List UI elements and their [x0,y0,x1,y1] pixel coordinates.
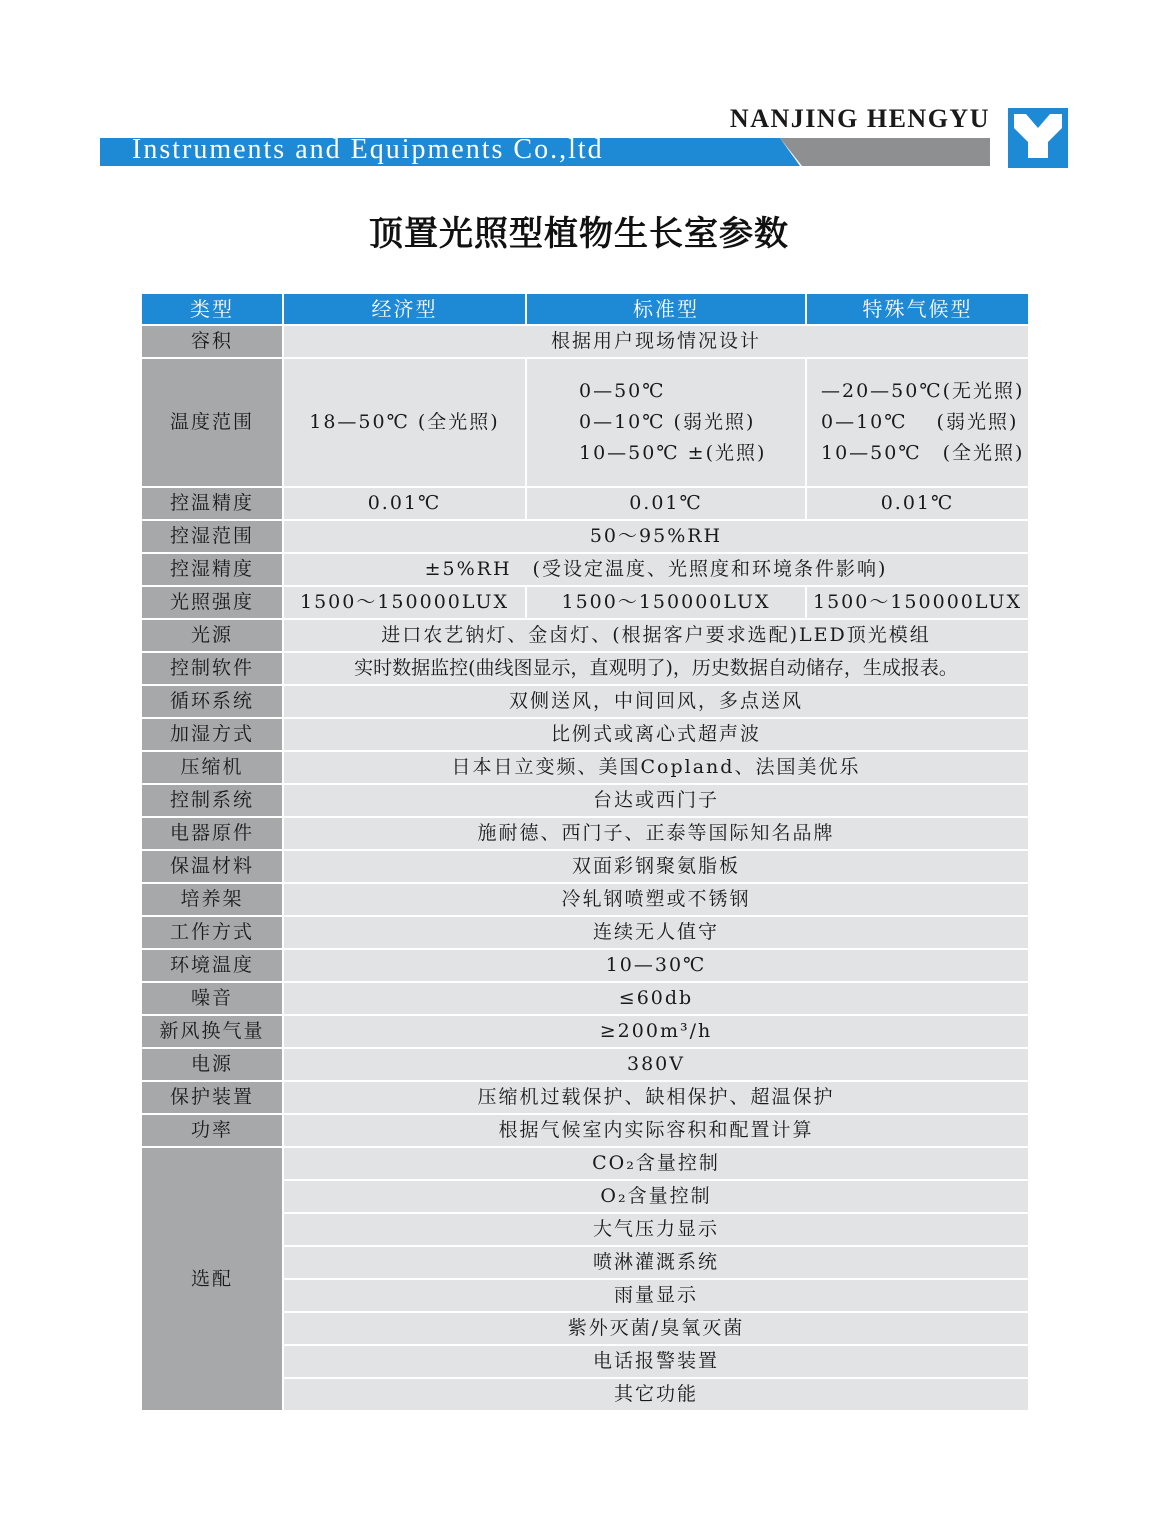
row-value: 双侧送风，中间回风，多点送风 [283,685,1029,718]
header-standard: 标准型 [526,293,806,325]
row-value: 压缩机过载保护、缺相保护、超温保护 [283,1081,1029,1114]
table-row [141,619,1029,652]
row-label: 循环系统 [141,685,283,718]
table-row [141,586,1029,619]
row-value: 台达或西门子 [283,784,1029,817]
row-value: ≤60db [283,982,1029,1015]
row-label: 工作方式 [141,916,283,949]
spec-table [140,292,1030,1412]
table-row [141,718,1029,751]
table-row [141,751,1029,784]
row-value: 施耐德、西门子、正泰等国际知名品牌 [283,817,1029,850]
table-row [141,358,1029,487]
option-item: 紫外灭菌/臭氧灭菌 [283,1312,1029,1345]
table-row [141,685,1029,718]
row-label: 光照强度 [141,586,283,619]
row-value-standard: 1500～150000LUX [526,586,806,619]
option-item: O₂含量控制 [283,1180,1029,1213]
table-row [141,982,1029,1015]
temp-special-line: 10—50℃ (全光照) [821,441,1025,464]
row-label: 温度范围 [141,358,283,487]
temp-special [806,358,1029,487]
option-item: 其它功能 [283,1378,1029,1411]
table-row [141,883,1029,916]
banner-text: Instruments and Equipments Co.,ltd [132,134,604,165]
table-row [141,850,1029,883]
row-value-economy: 1500～150000LUX [283,586,526,619]
y-logo-graphic [1008,108,1068,168]
table-row [141,1048,1029,1081]
row-label: 压缩机 [141,751,283,784]
row-label: 控制系统 [141,784,283,817]
temp-special-line: —20—50℃(无光照) [821,380,1025,403]
company-name: NANJING HENGYU [729,104,990,133]
row-label: 控湿范围 [141,520,283,553]
option-item: 大气压力显示 [283,1213,1029,1246]
row-value-special: 1500～150000LUX [806,586,1029,619]
table-row [141,487,1029,520]
table-row [141,325,1029,358]
row-value: 冷轧钢喷塑或不锈钢 [283,883,1029,916]
table-row [141,784,1029,817]
temp-special-line: 0—10℃ (弱光照) [821,411,1019,434]
row-label: 功率 [141,1114,283,1147]
row-value: 50～95%RH [283,520,1029,553]
row-label: 控温精度 [141,487,283,520]
row-label: 培养架 [141,883,283,916]
row-value-economy: 0.01℃ [283,487,526,520]
row-label: 噪音 [141,982,283,1015]
row-label: 加湿方式 [141,718,283,751]
row-value: 380V [283,1048,1029,1081]
row-value: 双面彩钢聚氨脂板 [283,850,1029,883]
table-row [141,652,1029,685]
temp-standard-line: 0—10℃ (弱光照) [579,411,756,434]
temp-standard [526,358,806,487]
row-value: 根据用户现场情况设计 [283,325,1029,358]
table-row [141,916,1029,949]
row-label: 光源 [141,619,283,652]
temp-economy: 18—50℃ (全光照) [283,358,526,487]
row-value: 日本日立变频、美国Copland、法国美优乐 [283,751,1029,784]
row-label: 容积 [141,325,283,358]
header-row [141,293,1029,325]
table-row [141,1081,1029,1114]
option-item: 喷淋灌溉系统 [283,1246,1029,1279]
temp-standard-line: 10—50℃ ±(光照) [579,441,767,464]
row-value: 10—30℃ [283,949,1029,982]
header-special: 特殊气候型 [806,293,1029,325]
row-value: 实时数据监控(曲线图显示，直观明了)，历史数据自动储存，生成报表。 [283,652,1029,685]
row-value: ±5%RH (受设定温度、光照度和环境条件影响) [283,553,1029,586]
option-item: CO₂含量控制 [283,1147,1029,1180]
table-row [141,520,1029,553]
table-row [141,1147,1029,1180]
option-item: 电话报警装置 [283,1345,1029,1378]
option-item: 雨量显示 [283,1279,1029,1312]
y-logo-icon [1008,108,1068,168]
page-title: 顶置光照型植物生长室参数 [369,214,789,254]
row-value: 连续无人值守 [283,916,1029,949]
row-label: 环境温度 [141,949,283,982]
row-value: ≥200m³/h [283,1015,1029,1048]
table-row [141,553,1029,586]
row-value: 比例式或离心式超声波 [283,718,1029,751]
table-row [141,817,1029,850]
row-label: 保护装置 [141,1081,283,1114]
table-row [141,1114,1029,1147]
header-economy: 经济型 [283,293,526,325]
table-row [141,1015,1029,1048]
table-row [141,949,1029,982]
row-label: 控制软件 [141,652,283,685]
row-label: 控湿精度 [141,553,283,586]
row-value-standard: 0.01℃ [526,487,806,520]
row-value: 根据气候室内实际容积和配置计算 [283,1114,1029,1147]
row-value-special: 0.01℃ [806,487,1029,520]
row-label: 保温材料 [141,850,283,883]
row-label: 电器原件 [141,817,283,850]
temp-standard-line: 0—50℃ [579,380,666,403]
banner-gray-bar [780,138,990,166]
row-label: 新风换气量 [141,1015,283,1048]
options-label: 选配 [141,1147,283,1411]
row-value: 进口农艺钠灯、金卤灯、(根据客户要求选配)LED顶光模组 [283,619,1029,652]
header-type: 类型 [141,293,283,325]
row-label: 电源 [141,1048,283,1081]
